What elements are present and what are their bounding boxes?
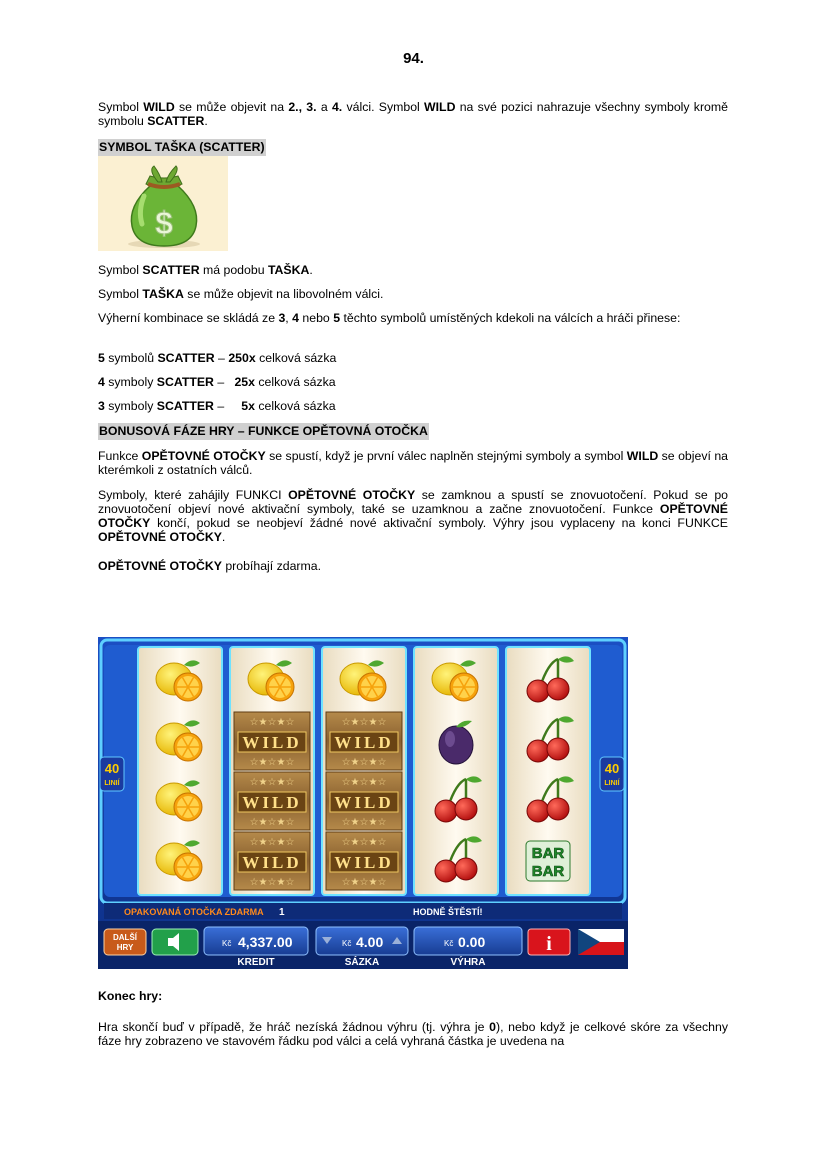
speaker-icon[interactable]: [152, 929, 198, 955]
lines-badge-left: [100, 757, 124, 791]
scatter-paragraph-2: Symbol TAŠKA se může objevit na libovolném válci.: [98, 287, 384, 301]
svg-text:LINIÍ: LINIÍ: [104, 780, 120, 787]
slot-game-screenshot: [98, 637, 628, 969]
svg-text:DALŠÍ: DALŠÍ: [113, 933, 137, 942]
wild-label: WILD: [242, 793, 302, 812]
svg-text:4,337.00: 4,337.00: [238, 934, 293, 950]
status-free-spins: OPAKOVANÁ OTOČKA ZDARMA: [124, 907, 264, 917]
svg-text:i: i: [546, 933, 552, 955]
wild-label: WILD: [242, 733, 302, 752]
wild-symbol: [326, 712, 402, 770]
svg-text:☆★☆★☆: ☆★☆★☆: [341, 817, 387, 828]
payout-line: 3 symboly SCATTER – 5x celková sázka: [98, 399, 336, 413]
svg-text:$: $: [155, 205, 173, 241]
status-good-luck: HODNĚ ŠTĚSTÍ!: [413, 907, 483, 917]
payout-line: 5 symbolů SCATTER – 250x celková sázka: [98, 351, 337, 365]
wild-symbol: [234, 832, 310, 890]
svg-text:☆★☆★☆: ☆★☆★☆: [249, 877, 295, 888]
wild-label: WILD: [334, 853, 394, 872]
svg-text:KREDIT: KREDIT: [237, 957, 275, 968]
bonus-paragraph-1: Funkce OPĚTOVNÉ OTOČKY se spustí, když je první válec naplněn stejnými symboly a symbol WILD se objeví na kterémkoli z ostatních válců.: [98, 449, 729, 477]
svg-text:HRY: HRY: [116, 943, 134, 952]
game-end-paragraph: Hra skončí buď v případě, že hráč nezíská žádnou výhru (tj. výhra je 0), nebo když je celkové skóre za všechny fáze hry zobrazeno ve stavovém řádku pod válci a celá vyhraná částka je uvedena na: [98, 1020, 728, 1048]
money-bag-dollar-icon: [98, 156, 228, 251]
svg-text:☆★☆★☆: ☆★☆★☆: [341, 757, 387, 768]
svg-text:VÝHRA: VÝHRA: [450, 957, 486, 968]
svg-text:40: 40: [104, 761, 120, 776]
svg-text:Kč: Kč: [444, 939, 454, 948]
svg-text:SÁZKA: SÁZKA: [344, 957, 380, 968]
svg-text:☆★☆★☆: ☆★☆★☆: [249, 837, 295, 848]
svg-text:☆★☆★☆: ☆★☆★☆: [341, 877, 387, 888]
svg-text:40: 40: [604, 761, 620, 776]
svg-text:0.00: 0.00: [458, 934, 486, 950]
game-end-heading: Konec hry:: [98, 989, 163, 1003]
svg-text:LINIÍ: LINIÍ: [604, 780, 620, 787]
lines-badge-right: [600, 757, 624, 791]
bonus-paragraph-3: OPĚTOVNÉ OTOČKY probíhají zdarma.: [98, 559, 322, 573]
svg-text:☆★☆★☆: ☆★☆★☆: [249, 777, 295, 788]
wild-symbol: [326, 832, 402, 890]
wild-symbol: [234, 712, 310, 770]
status-free-spins-count: 1: [279, 907, 285, 918]
wild-label: WILD: [334, 733, 394, 752]
svg-text:☆★☆★☆: ☆★☆★☆: [341, 777, 387, 788]
scatter-paragraph-1: Symbol SCATTER má podobu TAŠKA.: [98, 263, 313, 277]
payout-line: 4 symboly SCATTER – 25x celková sázka: [98, 375, 336, 389]
info-icon[interactable]: [528, 929, 570, 955]
bar-label: BAR: [531, 863, 565, 880]
svg-text:☆★☆★☆: ☆★☆★☆: [249, 817, 295, 828]
svg-text:Kč: Kč: [222, 939, 232, 948]
svg-text:4.00: 4.00: [356, 934, 384, 950]
svg-text:☆★☆★☆: ☆★☆★☆: [341, 717, 387, 728]
wild-symbol: [326, 772, 402, 830]
svg-text:☆★☆★☆: ☆★☆★☆: [341, 837, 387, 848]
scatter-paragraph-3: Výherní kombinace se skládá ze 3, 4 nebo 5 těchto symbolů umístěných kdekoli na válcích a hráči přinese:: [98, 311, 681, 325]
wild-label: WILD: [242, 853, 302, 872]
svg-text:☆★☆★☆: ☆★☆★☆: [249, 717, 295, 728]
svg-text:Kč: Kč: [342, 939, 352, 948]
page-number: 94.: [403, 50, 424, 67]
bar-label: BAR: [531, 845, 565, 862]
bonus-heading: BONUSOVÁ FÁZE HRY – FUNKCE OPĚTOVNÁ OTOČKA: [99, 424, 428, 438]
bonus-paragraph-2: Symboly, které zahájily FUNKCI OPĚTOVNÉ OTOČKY se zamknou a spustí se znovuotočení. Pokud se po znovuotočení objeví nové aktivační symboly, také se uzamknou a začne znovuotočení. Funkce OPĚTOVNÉ OTOČKY končí, pokud se neobjeví žádné nové aktivační symboly. Výhry jsou vyplaceny na konci FUNKCE OPĚTOVNÉ OTOČKY.: [98, 488, 728, 544]
bar-symbol: [526, 841, 570, 881]
wild-intro-paragraph: Symbol WILD se může objevit na 2., 3. a 4. válci. Symbol WILD na své pozici nahrazuje všechny symboly kromě symbolu SCATTER.: [98, 100, 728, 128]
czech-flag-icon[interactable]: [578, 929, 624, 955]
svg-text:☆★☆★☆: ☆★☆★☆: [249, 757, 295, 768]
wild-symbol: [234, 772, 310, 830]
scatter-heading: SYMBOL TAŠKA (SCATTER): [99, 140, 265, 154]
more-games-button[interactable]: [104, 929, 146, 955]
wild-label: WILD: [334, 793, 394, 812]
